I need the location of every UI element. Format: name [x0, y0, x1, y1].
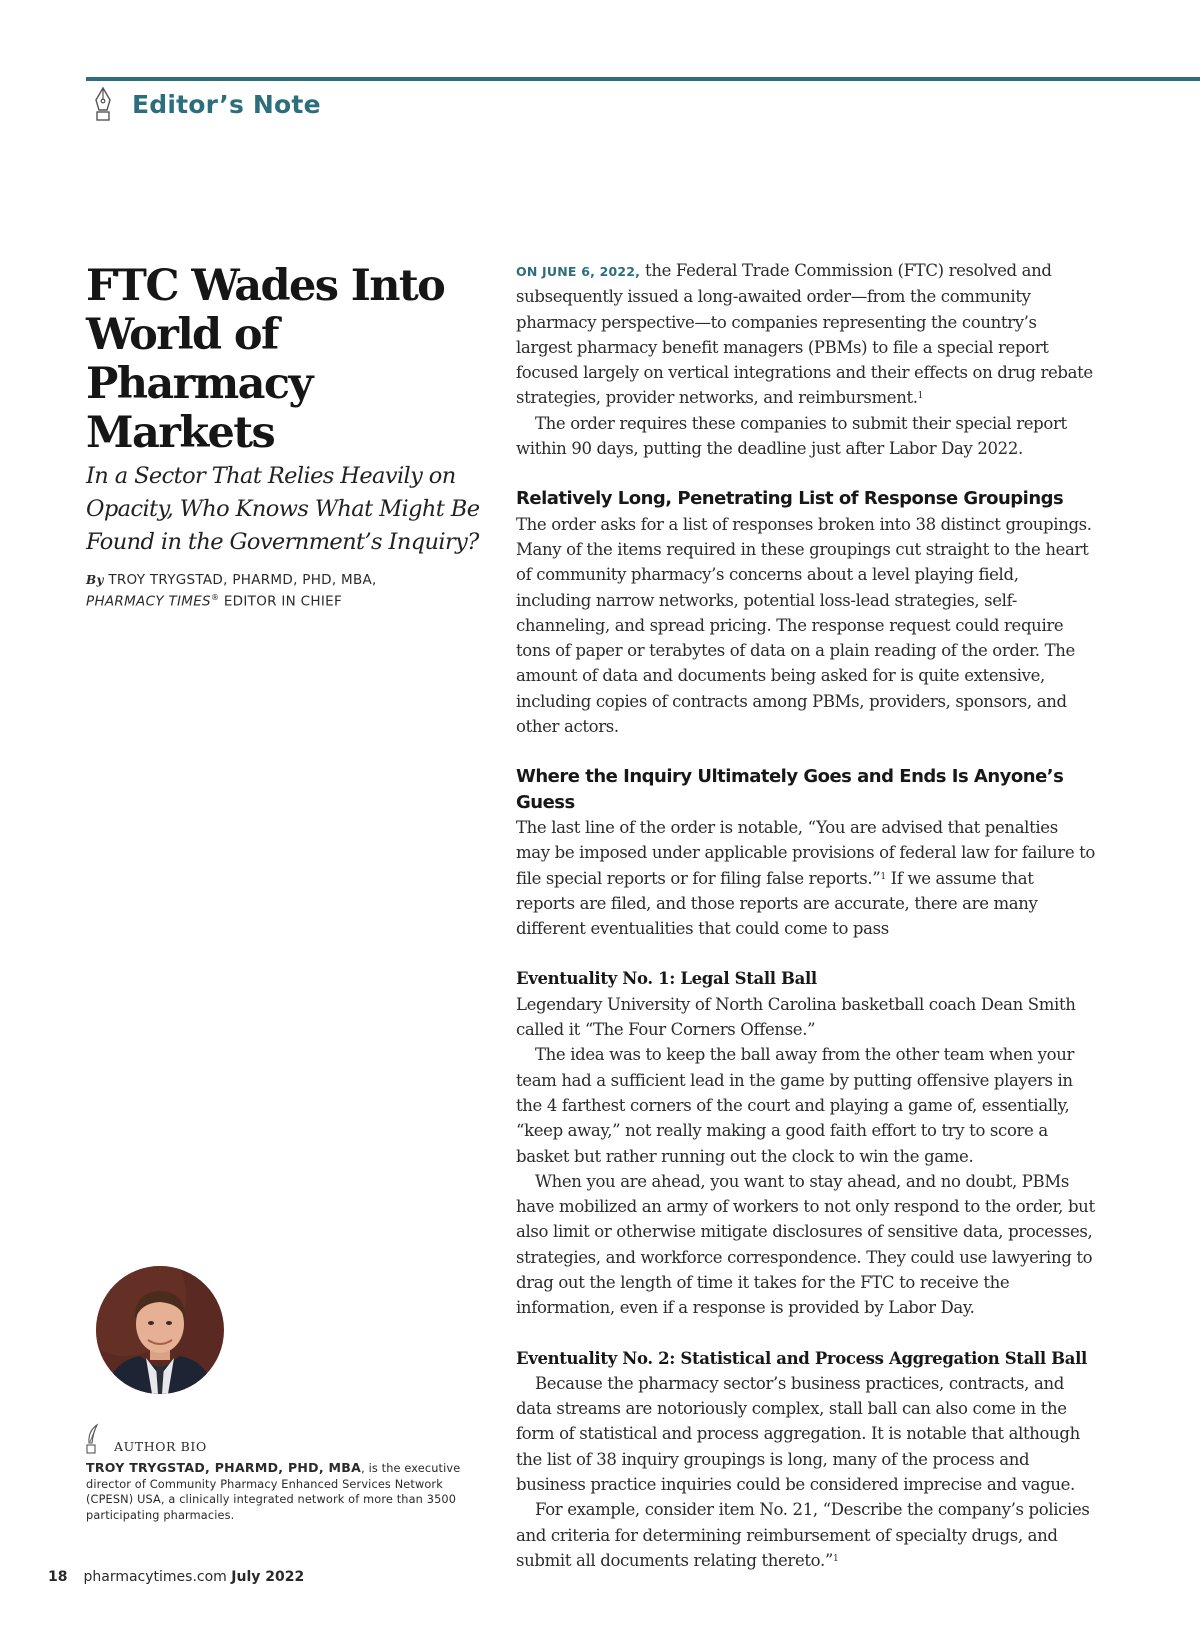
paragraph-1 [516, 258, 1096, 411]
footnote-ref: 1 [917, 391, 924, 402]
paragraph-2: The order requires these companies to submit their special report within 90 days, putting the deadline just after Labor Day 2022. [516, 413, 1067, 459]
page-footer [48, 1569, 304, 1585]
byline-publication: PHARMACY TIMES [86, 593, 211, 610]
author-bio-label: AUTHOR BIO [114, 1439, 207, 1454]
author-bio-header [84, 1423, 207, 1455]
byline [86, 571, 486, 611]
section-header [92, 86, 321, 122]
footer-site: pharmacytimes.com [83, 1569, 227, 1585]
section-title: Editor’s Note [132, 89, 321, 119]
paragraph-4-text-b: If we assume that reports are filed, and those reports are accurate, there are many different eventualities that could come to pass [516, 868, 1038, 939]
paragraph-9 [516, 1497, 1096, 1573]
deck: In a Sector That Relies Heavily on Opacity, Who Knows What Might Be Found in the Government’s Inquiry? [86, 463, 480, 555]
paragraph-4 [516, 815, 1096, 941]
article-intro [86, 262, 486, 611]
headline: FTC Wades Into World of Pharmacy Markets [86, 261, 445, 458]
pen-nib-icon [92, 86, 114, 122]
author-photo [96, 1266, 224, 1394]
footnote-ref: 1 [880, 871, 886, 882]
byline-author: TROY TRYGSTAD, PHARMD, PHD, MBA, [108, 572, 377, 588]
paragraph-8: Because the pharmacy sector’s business practices, contracts, and data streams are notoriously complex, stall ball can also come in the form of statistical and process aggregation. It is notable that although the list of 38 inquiry groupings is long, many of the process and business practice inquiries could be considered imprecise and vague. [516, 1373, 1080, 1495]
author-bio-text [86, 1460, 486, 1523]
paragraph-3: The order asks for a list of responses broken into 38 distinct groupings. Many of the items required in these groupings cut straight to the heart of community pharmacy’s concerns about a level playing field, including narrow networks, potential loss-lead strategies, self-channeling, and spread pricing. The response request could require tons of paper or terabytes of data on a plain reading of the order. The amount of data and documents being asked for is quite extensive, including copies of contracts among PBMs, providers, sponsors, and other actors. [516, 514, 1092, 737]
subhead-response-groupings: Relatively Long, Penetrating List of Response Groupings [516, 488, 1064, 510]
lead-in: ON JUNE 6, 2022, [516, 264, 641, 279]
article-body [516, 258, 1096, 1573]
author-bio-description: , is the executive director of Community Pharmacy Enhanced Services Network (CPESN) USA, a clinically integrated network of more than 3500 participating pharmacies. [86, 1462, 461, 1522]
paragraph-5: Legendary University of North Carolina basketball coach Dean Smith called it “The Four Corners Offense.” [516, 994, 1076, 1040]
author-bio-name: TROY TRYGSTAD, PHARMD, PHD, MBA [86, 1460, 362, 1475]
quill-pen-icon [84, 1423, 100, 1455]
footnote-ref: 1 [832, 1553, 839, 1564]
paragraph-1-text: the Federal Trade Commission (FTC) resolved and subsequently issued a long-awaited order—from the community pharmacy perspective—to companies representing the country’s largest pharmacy benefit managers (PBMs) to file a special report focused largely on vertical integrations and their effects on drug rebate strategies, provider networks, and reimbursment. [516, 261, 1093, 408]
footer-issue: July 2022 [231, 1569, 305, 1585]
subhead-inquiry-goes: Where the Inquiry Ultimately Goes and Ends Is Anyone’s Guess [516, 766, 1064, 813]
byline-role: EDITOR IN CHIEF [223, 593, 343, 610]
paragraph-6: The idea was to keep the ball away from the other team when your team had a sufficient lead in the game by putting offensive players in the 4 farthest corners of the court and playing a game of, essentially, “keep away,” not really making a good faith effort to try to score a basket but rather running out the clock to win the game. [516, 1045, 1075, 1166]
paragraph-9-text: For example, consider item No. 21, “Describe the company’s policies and criteria for determining reimbursement of specialty drugs, and submit all documents relating thereto.” [516, 1500, 1090, 1570]
byline-reg: ® [210, 593, 220, 602]
subhead-eventuality-2: Eventuality No. 2: Statistical and Process Aggregation Stall Ball [516, 1348, 1087, 1368]
subhead-eventuality-1: Eventuality No. 1: Legal Stall Ball [516, 969, 817, 989]
page-number: 18 [48, 1569, 68, 1585]
paragraph-4-text-a: The last line of the order is notable, “You are advised that penalties may be imposed under applicable provisions of federal law for failure to file special reports or for filing false reports.” [516, 817, 1096, 888]
paragraph-7: When you are ahead, you want to stay ahead, and no doubt, PBMs have mobilized an army of workers to not only respond to the order, but also limit or otherwise mitigate disclosures of sensitive data, processes, strategies, and workforce correspondence. They could use lawyering to drag out the length of time it takes for the FTC to receive the information, even if a response is provided by Labor Day. [516, 1171, 1095, 1318]
byline-by: By [86, 573, 104, 587]
top-rule [86, 77, 1200, 81]
